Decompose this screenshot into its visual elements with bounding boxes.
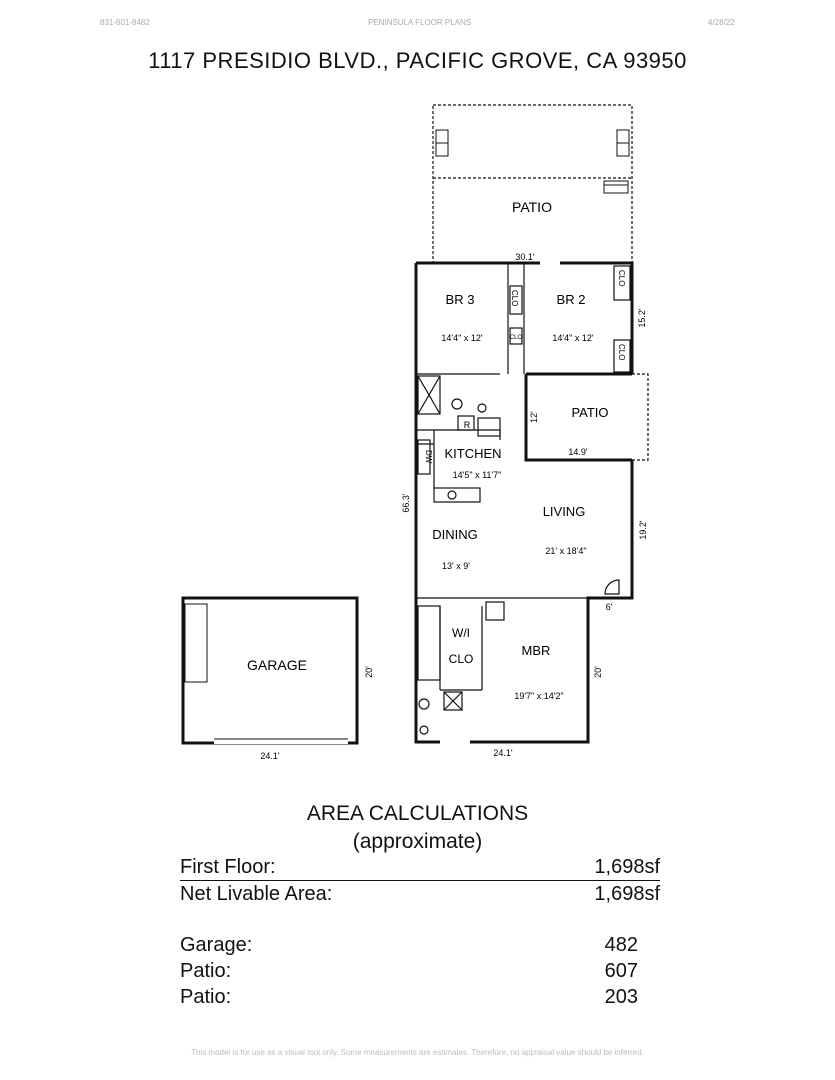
br2-size: 14'4" x 12' bbox=[552, 333, 594, 343]
mbr-label: MBR bbox=[521, 643, 551, 658]
patio-top-label: PATIO bbox=[512, 199, 552, 215]
phone-header: 831-601-8482 bbox=[100, 18, 150, 27]
area-label: Patio: bbox=[180, 986, 232, 1008]
living-size: 21' x 18'4" bbox=[545, 546, 587, 556]
area-label: Patio: bbox=[180, 960, 232, 982]
br3-label: BR 3 bbox=[445, 292, 475, 307]
date-header: 4/28/22 bbox=[708, 18, 735, 27]
area-row-patio-2 bbox=[180, 984, 638, 1010]
area-label: Garage: bbox=[180, 934, 253, 956]
dim-living-h: 19.2' bbox=[638, 520, 648, 540]
dining-label: DINING bbox=[432, 527, 478, 542]
area-label: First Floor: bbox=[180, 856, 276, 878]
kitchen-size: 14'5" x 11'7" bbox=[452, 470, 502, 480]
wi-clo-label: CLO bbox=[448, 652, 474, 666]
kitchen-label: KITCHEN bbox=[444, 446, 502, 461]
dim-top-width: 30.1' bbox=[515, 252, 535, 262]
dim-patio-h: 12' bbox=[529, 411, 539, 423]
br2-label: BR 2 bbox=[556, 292, 586, 307]
area-value: 1,698sf bbox=[594, 856, 660, 878]
area-row-garage bbox=[180, 932, 638, 958]
dim-step: 6' bbox=[605, 602, 613, 612]
dim-patio-w: 14.9' bbox=[568, 447, 588, 457]
dim-left-total: 66.3' bbox=[401, 493, 411, 513]
living-label: LIVING bbox=[542, 504, 586, 519]
disclaimer-footer: This model is for use as a visual tool only. Some measurements are estimates. Therefore, no appraisal value should be inferred. bbox=[191, 1048, 644, 1057]
dishwasher-label: DW bbox=[424, 450, 433, 464]
dining-size: 13' x 9' bbox=[442, 561, 470, 571]
area-extra-table bbox=[180, 932, 638, 1010]
area-value: 482 bbox=[604, 934, 638, 956]
patio-side-outline bbox=[632, 374, 648, 460]
page-title: 1117 PRESIDIO BLVD., PACIFIC GROVE, CA 93950 bbox=[148, 48, 687, 73]
patio-top-outline bbox=[433, 105, 632, 263]
mbr-size: 19'7" x 14'2" bbox=[514, 691, 564, 701]
dim-mbr-h: 20' bbox=[593, 666, 603, 678]
area-label: Net Livable Area: bbox=[180, 883, 333, 905]
area-row-first-floor bbox=[180, 854, 660, 881]
dim-garage-h: 20' bbox=[364, 666, 374, 678]
area-row-net-livable bbox=[180, 881, 660, 907]
area-value: 203 bbox=[604, 986, 638, 1008]
area-calc-subtitle: (approximate) bbox=[352, 830, 483, 853]
dim-right-br: 15.2' bbox=[637, 308, 647, 328]
br3-closet-label: CLO bbox=[510, 290, 519, 307]
wi-label: W/I bbox=[452, 626, 470, 640]
company-header: PENINSULA FLOOR PLANS bbox=[368, 18, 472, 27]
dim-garage-w: 24.1' bbox=[260, 751, 280, 761]
br2-closet-label: CLO bbox=[617, 270, 626, 287]
patio-side-label: PATIO bbox=[571, 405, 609, 420]
br2-closet2-label: CLO bbox=[617, 344, 626, 361]
area-value: 607 bbox=[604, 960, 638, 982]
dim-bottom-w: 24.1' bbox=[493, 748, 513, 758]
area-value: 1,698sf bbox=[594, 883, 660, 905]
area-row-patio-1 bbox=[180, 958, 638, 984]
refrigerator-label: R bbox=[463, 420, 471, 430]
area-calc-title: AREA CALCULATIONS bbox=[306, 802, 529, 825]
garage-label: GARAGE bbox=[247, 657, 307, 673]
br3-closet2-label: CLO bbox=[509, 335, 523, 341]
br3-size: 14'4" x 12' bbox=[441, 333, 483, 343]
area-calc-table bbox=[180, 854, 660, 907]
